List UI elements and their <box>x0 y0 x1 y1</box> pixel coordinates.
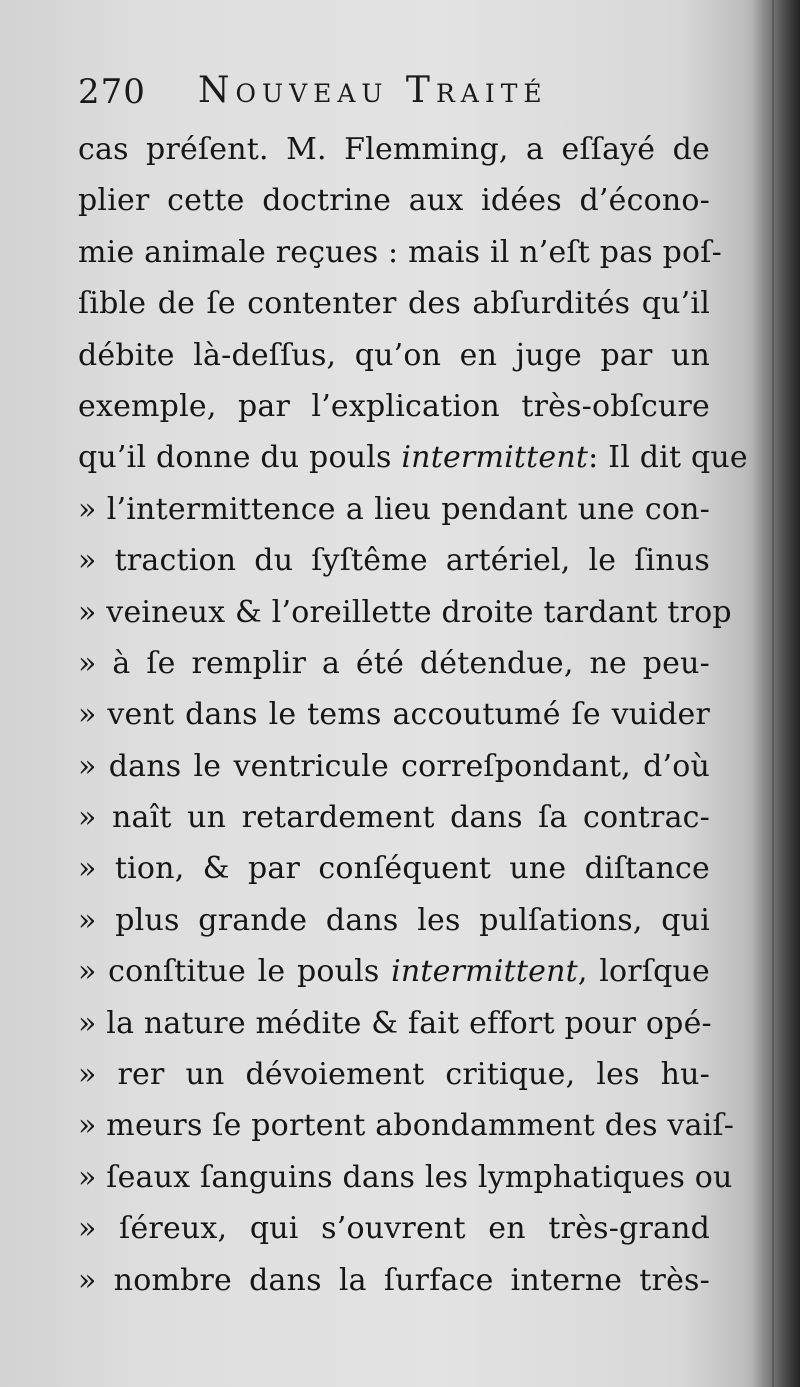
text-line: » ſeaux ſanguins dans les lymphatiques ou <box>78 1159 733 1195</box>
text-line: plier cette doctrine aux idées d’écono- <box>78 183 710 219</box>
text-line: mie animale reçues : mais il n’eſt pas poſ- <box>78 234 722 270</box>
text-line: » plus grande dans les pulſations, qui <box>78 902 710 938</box>
text-line <box>78 946 710 997</box>
text-line: » rer un dévoiement critique, les hu- <box>78 1057 710 1093</box>
italic-term: intermittent <box>391 954 578 990</box>
text-line: » dans le ventricule correſpondant, d’où <box>78 748 710 784</box>
text-line: cas préſent. M. Flemming, a eſſayé de <box>78 132 710 167</box>
text-line: » la nature médite & fait effort pour opé- <box>78 1005 712 1041</box>
text-line: » l’intermittence a lieu pendant une con- <box>78 491 710 527</box>
page-edge-line <box>772 0 774 1387</box>
text-line: exemple, par l’explication très-obſcure <box>78 388 710 424</box>
text-line: » traction du ſyſtême artériel, le ſinus <box>78 543 710 579</box>
text-line: débite là-deſſus, qu’on en juge par un <box>78 337 710 373</box>
text-line: » veineux & l’oreillette droite tardant trop <box>78 594 732 630</box>
page-gutter-shadow <box>752 0 800 1387</box>
page-number: 270 <box>78 72 146 112</box>
text-line: » à ſe remplir a été détendue, ne peu- <box>78 645 710 681</box>
text-segment: : Il dit que <box>588 440 748 476</box>
text-line: » naît un retardement dans ſa contrac- <box>78 800 710 836</box>
text-line: » nombre dans la ſurface interne très- <box>78 1262 710 1298</box>
body-text <box>78 124 748 1306</box>
text-segment: , lorſque <box>577 954 710 990</box>
text-line: ſible de ſe contenter des abſurdités qu’il <box>78 286 710 322</box>
text-line: » vent dans le tems accoutumé ſe vuider <box>78 697 710 733</box>
text-line: » tion, & par conſéquent une diſtance <box>78 851 710 887</box>
italic-term: intermittent <box>401 440 589 476</box>
text-line: » meurs ſe portent abondamment des vaiſ- <box>78 1108 735 1144</box>
running-header <box>78 66 698 114</box>
text-segment: » conſtitue le pouls <box>78 954 392 990</box>
text-line <box>78 432 748 483</box>
running-title: Nouveau Traité <box>198 70 548 111</box>
text-segment: qu’il donne du pouls <box>78 440 402 476</box>
text-line: » ſéreux, qui s’ouvrent en très-grand <box>78 1211 710 1247</box>
